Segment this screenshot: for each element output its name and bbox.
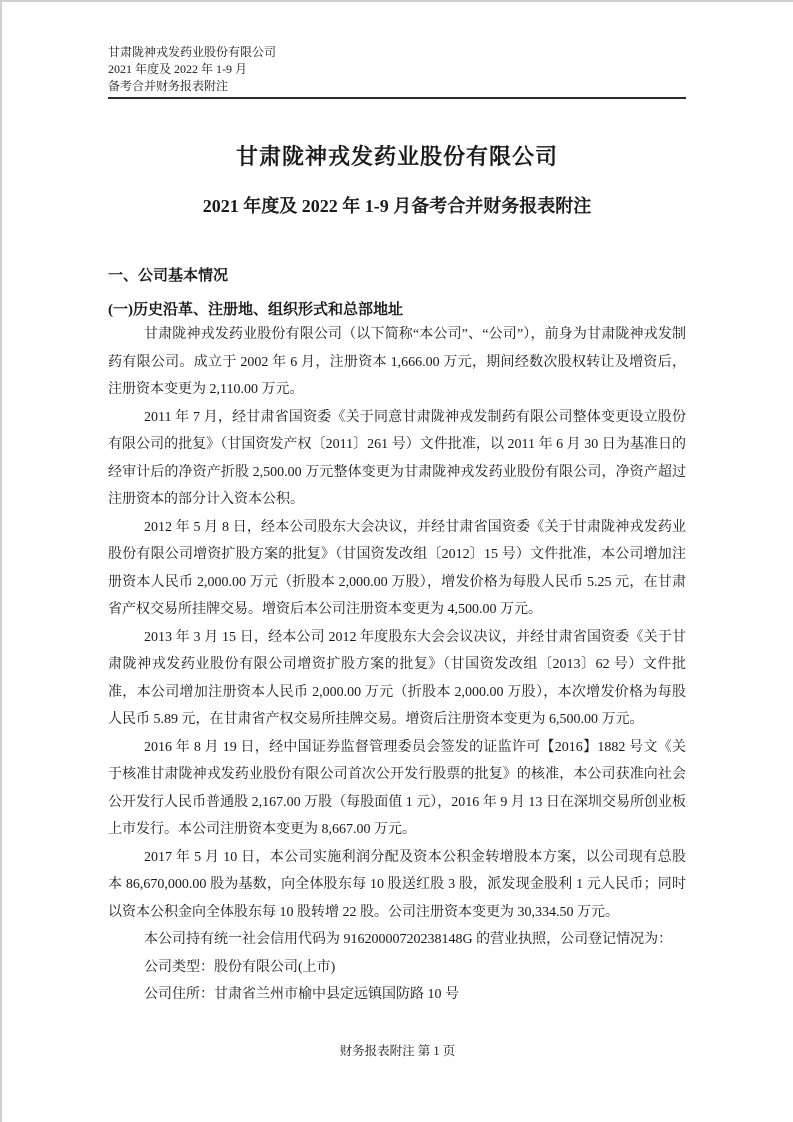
line-company-address: 公司住所：甘肃省兰州市榆中县定远镇国防路 10 号 [144, 987, 459, 1002]
paragraph-business-license: 本公司持有统一社会信用代码为 91620000720238148G 的营业执照，公司登记情况为： [144, 932, 673, 947]
document-subtitle: 2021 年度及 2022 年 1-9 月备考合并财务报表附注 [202, 196, 592, 216]
page-footer: 财务报表附注 第 1 页 [339, 1044, 456, 1058]
document-title: 甘肃陇神戎发药业股份有限公司 [235, 144, 558, 169]
subsection-heading-history: (一)历史沿革、注册地、组织形式和总部地址 [108, 302, 403, 318]
paragraph-2011-restructuring: 2011 年 7 月，经甘肃省国资委《关于同意甘肃陇神戎发制药有限公司整体变更设立股份有限公司的批复》（甘国资发产权〔2011〕261 号）文件批准，以 2011 年 6 月 30 日为基准日的经审计后的净资产折股 2,500.00 万元整体变更为甘肃陇神戎发药业股份有限公司，净资产超过注册资本的部分计入资本公积。 [108, 409, 686, 507]
body-text [108, 321, 686, 1009]
page-header [108, 44, 686, 99]
header-company-name: 甘肃陇神戎发药业股份有限公司 [108, 45, 277, 59]
paragraph-2012-capital-increase: 2012 年 5 月 8 日，经本公司股东大会决议，并经甘肃省国资委《关于甘肃陇神戎发药业股份有限公司增资扩股方案的批复》（甘国资发改组〔2012〕15 号）文件批准，本公司增加注册资本人民币 2,000.00 万元（折股本 2,000.00 万股），增发价格为每股人民币 5.25 元，在甘肃省产权交易所挂牌交易。增资后本公司注册资本变更为 4,500.00 万元。 [108, 519, 686, 617]
paragraph-2016-ipo: 2016 年 8 月 19 日，经中国证券监督管理委员会签发的证监许可【2016】1882 号文《关于核准甘肃陇神戎发药业股份有限公司首次公开发行股票的批复》的核准，本公司获准向社会公开发行人民币普通股 2,167.00 万股（每股面值 1 元），2016 年 9 月 13 日在深圳交易所创业板上市发行。本公司注册资本变更为 8,667.00 万元。 [108, 739, 686, 837]
header-report-type: 备考合并财务报表附注 [108, 79, 229, 93]
paragraph-2013-capital-increase: 2013 年 3 月 15 日，经本公司 2012 年度股东大会会议决议，并经甘肃省国资委《关于甘肃陇神戎发药业股份有限公司增资扩股方案的批复》（甘国资发改组〔2013〕62 号）文件批准，本公司增加注册资本人民币 2,000.00 万元（折股本 2,000.00 万股），本次增发价格为每股人民币 5.89 元，在甘肃省产权交易所挂牌交易。增资后注册资本变更为 6,500.00 万元。 [108, 629, 686, 727]
section-heading-company-basic-info: 一、公司基本情况 [108, 268, 229, 284]
header-report-period: 2021 年度及 2022 年 1-9 月 [108, 62, 247, 76]
line-company-type: 公司类型：股份有限公司(上市) [144, 959, 336, 975]
paragraph-company-origin: 甘肃陇神戎发药业股份有限公司（以下简称“本公司”、“公司”），前身为甘肃陇神戎发制药有限公司。成立于 2002 年 6 月，注册资本 1,666.00 万元，期间经数次股权转让及增资后，注册资本变更为 2,110.00 万元。 [108, 327, 686, 397]
paragraph-2017-profit-distribution: 2017 年 5 月 10 日，本公司实施利润分配及资本公积金转增股本方案，以公司现有总股本 86,670,000.00 股为基数，向全体股东每 10 股送红股 3 股，派发现金股利 1 元人民币；同时以资本公积金向全体股东每 10 股转增 22 股。公司注册资本变更为 30,334.50 万元。 [108, 849, 686, 920]
